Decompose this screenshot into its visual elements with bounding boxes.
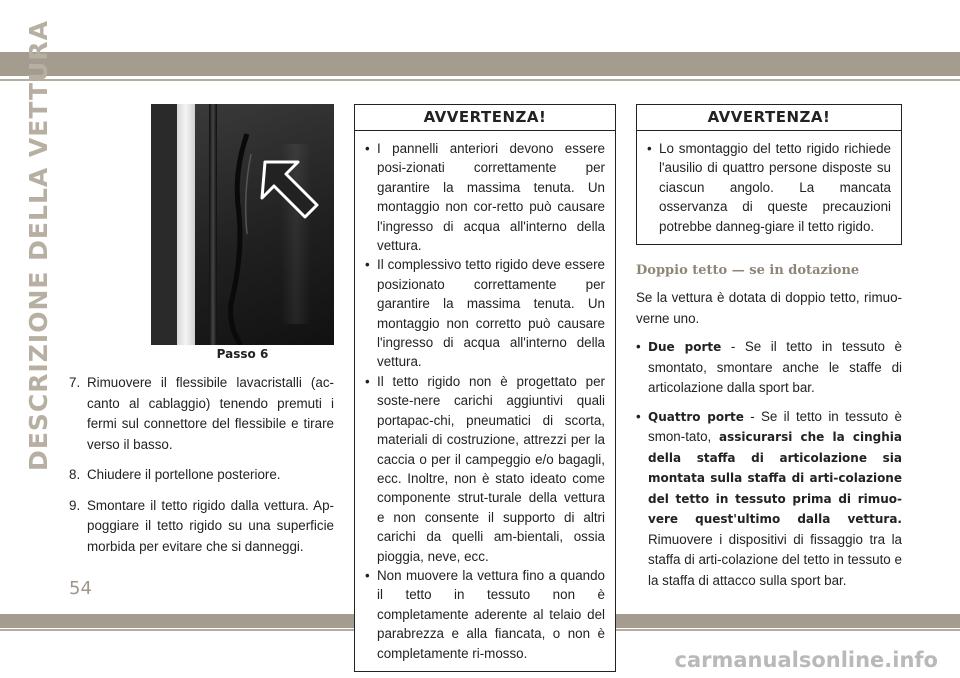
column-middle (354, 104, 616, 672)
section-intro: Se la vettura è dotata di doppio tetto, rimuo-verne uno. (636, 290, 902, 326)
term-two-doors: Due porte (648, 340, 722, 355)
step-number: 8. (69, 467, 81, 482)
bullet-icon: • (365, 567, 370, 583)
bullet-icon: • (647, 141, 652, 156)
warning-text: Lo smontaggio del tetto rigido richiede l'ausilio di quattro persone disposte su ciascun angolo. La mancata osservanza di queste precauzioni potrebbe danneg-giare il tetto rigido. (659, 141, 891, 234)
header-band (0, 52, 960, 76)
step-text: Chiudere il portellone posteriore. (87, 467, 281, 482)
washer-hose (231, 134, 247, 345)
bullet-icon: • (365, 257, 370, 273)
header-rule (0, 79, 960, 81)
bullet-item-four-doors (636, 407, 902, 592)
warning-text: Non muovere la vettura fino a quando il tetto in tessuto non è completamente aderente al telaio del parabrezza e alla fiancata, o non è completamente ri-mosso. (377, 567, 605, 661)
photo-overlay (151, 104, 334, 345)
step-list (69, 373, 334, 557)
wiring-harness (246, 154, 251, 234)
section-heading: Doppio tetto — se in dotazione (636, 263, 860, 279)
warning-list (637, 131, 901, 244)
warning-item (365, 566, 605, 663)
step-number: 7. (69, 375, 81, 390)
warning-title: AVVERTENZA! (355, 105, 615, 131)
side-title-text: DESCRIZIONE DELLA VETTURA (23, 19, 53, 471)
section-side-title (12, 19, 64, 471)
warning-title: AVVERTENZA! (637, 105, 901, 131)
warning-text: Il complessivo tetto rigido deve essere posizionato correttamente per garantire la massima tenuta. Un montaggio non corretto può causare l'ingresso di acqua all'interno della vettura. (377, 257, 605, 370)
bullet-icon: • (636, 408, 641, 424)
bullet-text: Rimuovere i dispositivi di fissaggio tra la staffa di arti-colazione del tetto in tessuto e la staffa di attacco sulla sport bar. (648, 531, 902, 588)
bullet-bold-text: assicurarsi che la cinghia della staffa di articolazione sia montata sulla staffa di arti-colazione del tetto in tessuto prima di rimuo-vere quest'ultimo dalla vettura. (648, 430, 902, 527)
warning-item (365, 139, 605, 255)
page-number: 54 (69, 578, 92, 599)
step-text: Rimuovere il flessibile lavacristalli (ac-canto al cablaggio) tenendo premuti i fermi sul connettore del flessibile e tirare verso il basso. (87, 375, 334, 452)
bullet-text: - Se il tetto in tessuto è smontato, smontare anche le staffe di articolazione dalla sport bar. (648, 339, 902, 396)
door-variant-list (636, 337, 902, 591)
warning-item (647, 139, 891, 236)
step-item (69, 496, 334, 558)
column-right (636, 104, 902, 599)
bullet-icon: • (365, 373, 370, 389)
bullet-text: - Se il tetto in tessuto è smon-tato, (648, 408, 903, 445)
watermark-link[interactable]: carmanualsonline.info (674, 648, 938, 672)
warning-text: Il tetto rigido non è progettato per soste-nere carichi aggiuntivi quali portapac-chi, pneumatici di scorta, materiali di costruzione, attrezzi per la caccia o per il campeggio e/o bagagli, ecc. Inoltre, non è stato ideato come componente strut-turale della vettura e non consente il supporto di altri carichi da quelli am-bientali, ossia pioggia, neve, ecc. (377, 373, 605, 564)
step-number: 9. (69, 497, 81, 513)
warning-item (365, 255, 605, 371)
figure-photo (151, 104, 334, 345)
warning-box-removal (636, 104, 902, 245)
column-left (69, 104, 334, 567)
step-item (69, 373, 334, 455)
warning-list (355, 131, 615, 671)
step-text: Smontare il tetto rigido dalla vettura. Ap-poggiare il tetto rigido su una superficie morbida per evitare che si danneggi. (87, 497, 334, 554)
bullet-icon: • (365, 141, 370, 156)
figure-caption: Passo 6 (216, 347, 269, 361)
bullet-icon: • (636, 339, 641, 355)
step-item (69, 465, 334, 486)
bullet-item-two-doors (636, 337, 902, 399)
term-four-doors: Quattro porte (648, 409, 744, 424)
warning-text: I pannelli anteriori devono essere posi-zionati correttamente per garantire la massima tenuta. Un montaggio non cor-retto può causare l'ingresso di acqua all'interno della vettura. (377, 141, 605, 254)
warning-item (365, 372, 605, 566)
arrow-pointer-icon (262, 162, 317, 217)
warning-box-hardtop (354, 104, 616, 672)
